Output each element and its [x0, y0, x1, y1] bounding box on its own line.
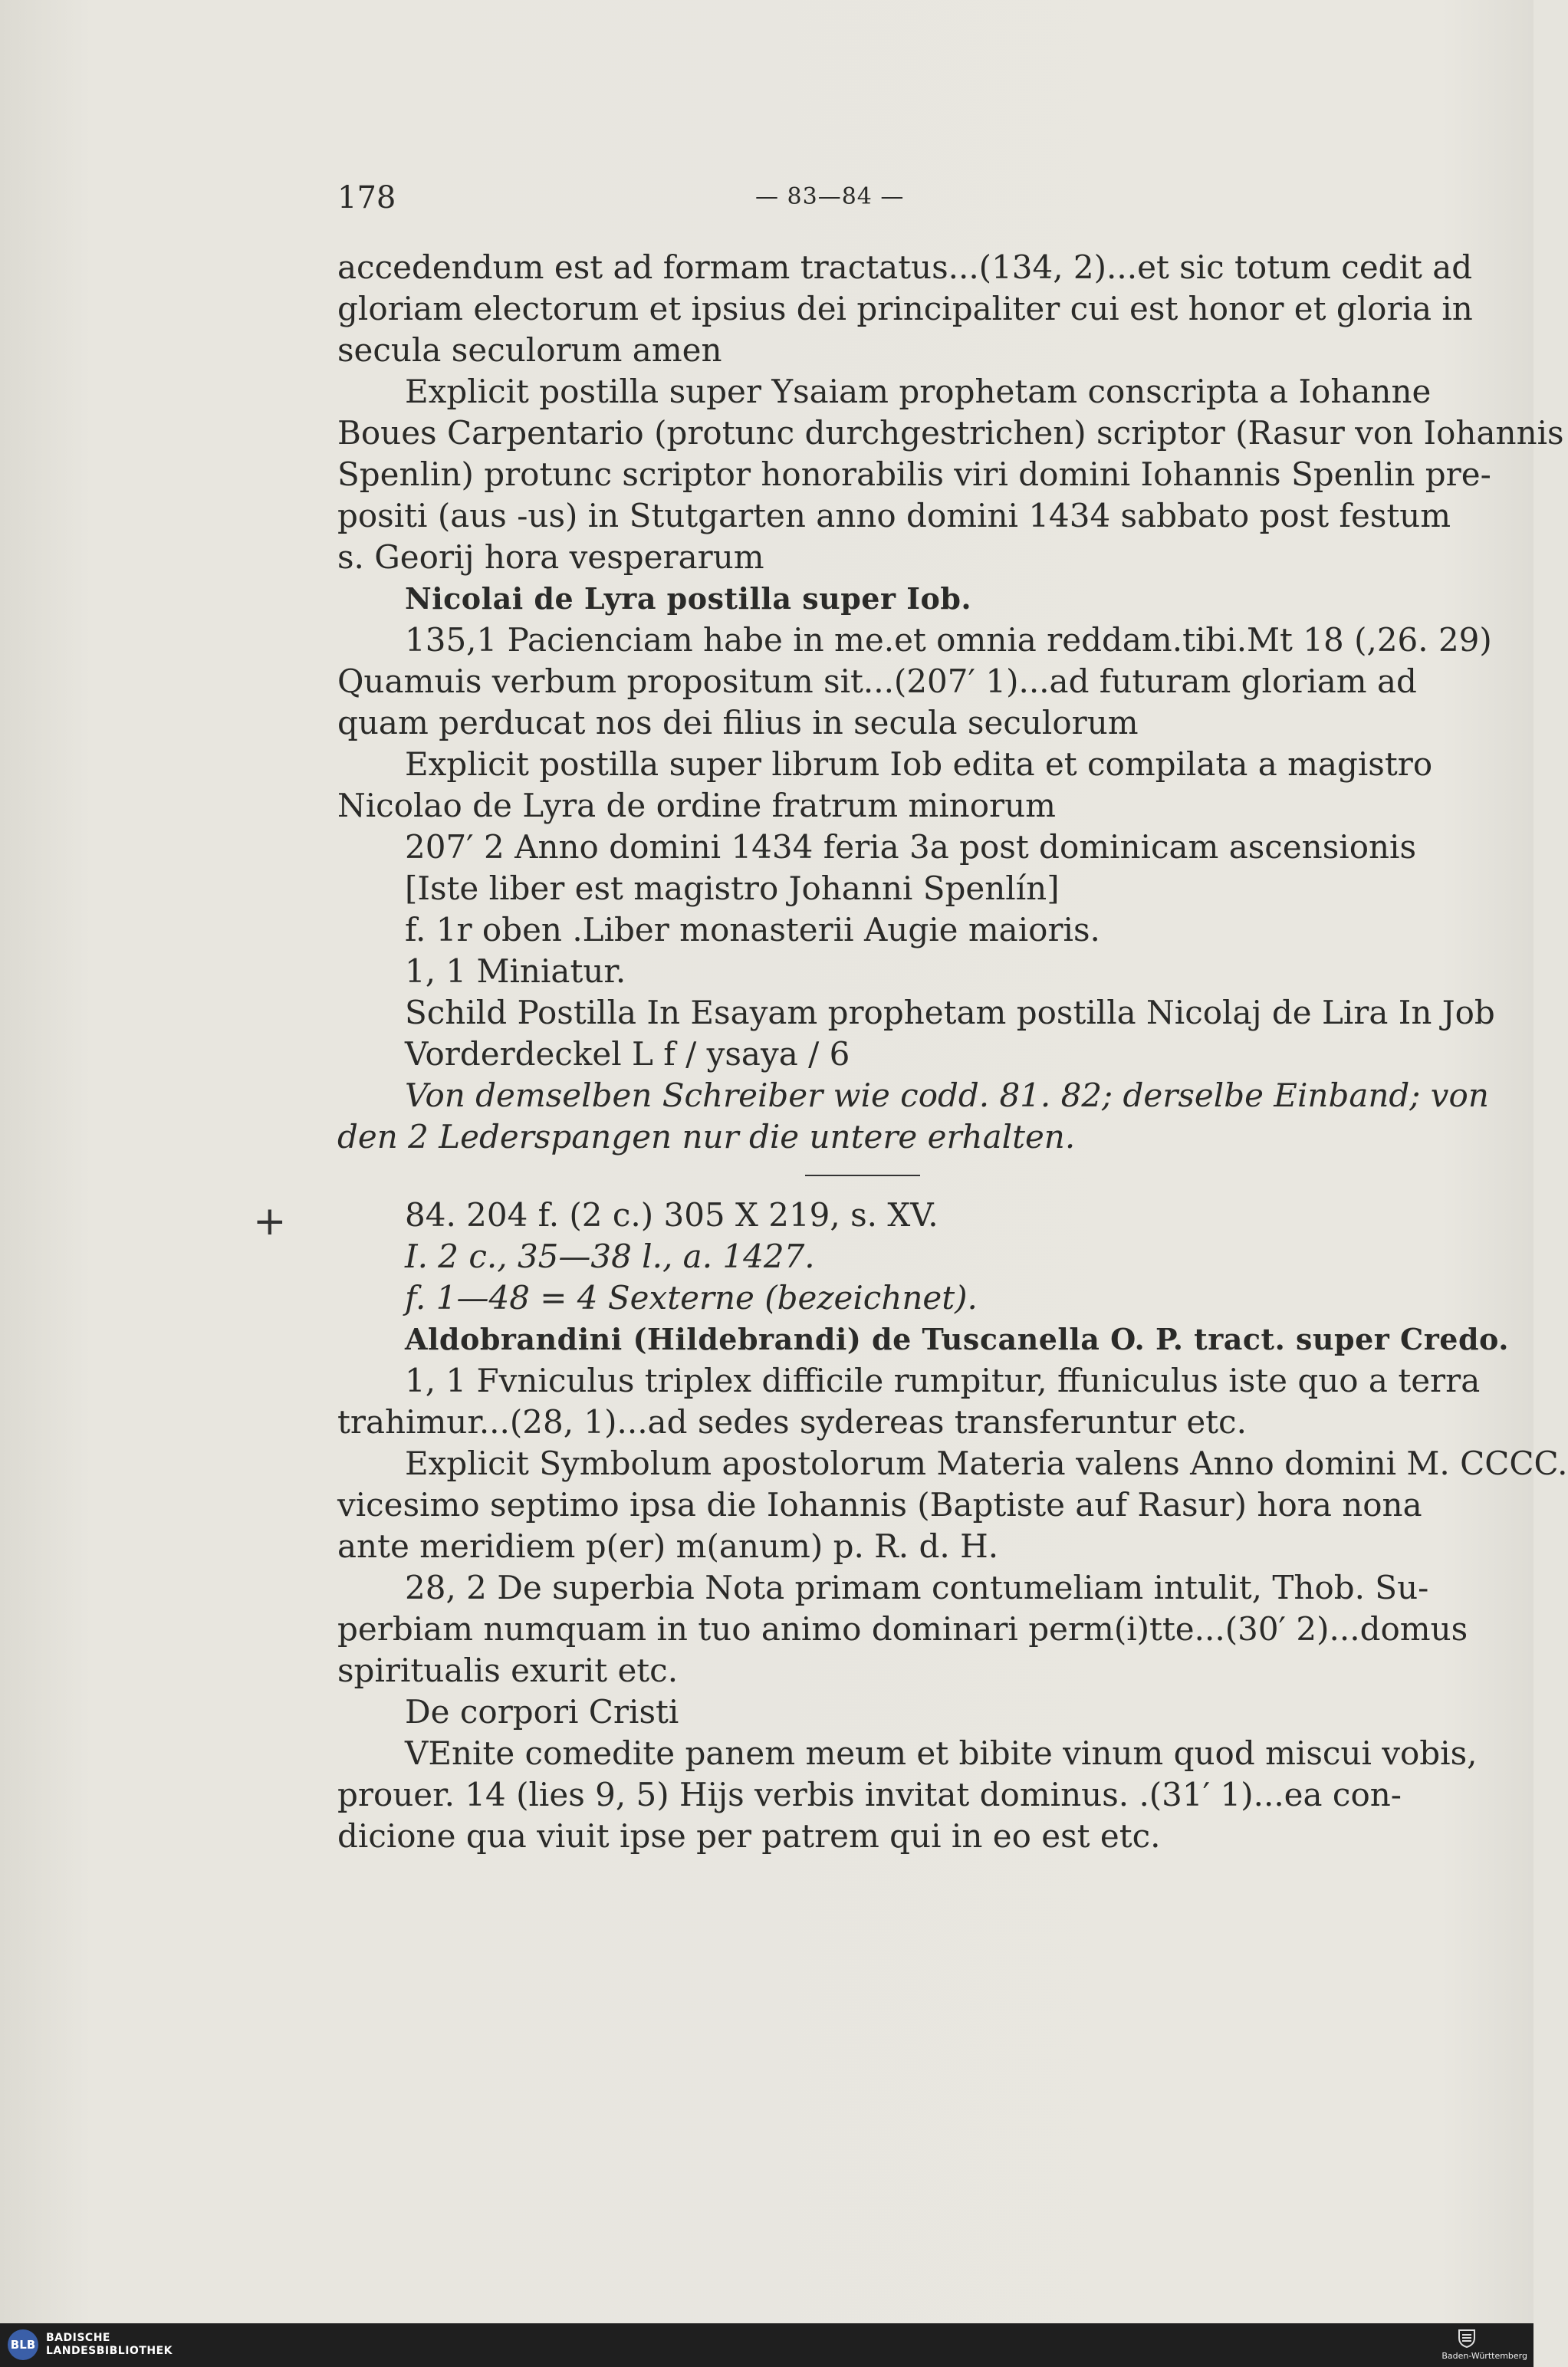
text-line: Explicit Symbolum apostolorum Materia valens Anno domini M. CCCC.: [405, 1445, 1568, 1482]
text-line: ante meridiem p(er) m(anum) p. R. d. H.: [337, 1527, 999, 1565]
state-emblem-icon: [1457, 2328, 1477, 2348]
text-line: Spenlin) protunc scriptor honorabilis viri domini Iohannis Spenlin pre-: [337, 455, 1491, 493]
section-heading: Aldobrandini (Hildebrandi) de Tuscanella O. P. tract. super Credo.: [405, 1322, 1509, 1356]
text-line: Quamuis verbum propositum sit...(207′ 1)...ad futuram gloriam ad: [337, 662, 1417, 700]
page-number: 178: [337, 180, 396, 215]
body-text: [337, 247, 1568, 1857]
text-line: spiritualis exurit etc.: [337, 1652, 679, 1689]
text-line: Explicit postilla super librum Iob edita et compilata a magistro: [405, 745, 1433, 783]
section-divider: [337, 1158, 1369, 1195]
text-line: Von demselben Schreiber wie codd. 81. 82; derselbe Einband; von: [405, 1077, 1489, 1114]
text-line: f. 1—48 = 4 Sexterne (bezeichnet).: [405, 1279, 978, 1317]
text-line: De corpori Cristi: [405, 1693, 679, 1731]
logo-line-2: LANDESBIBLIOTHEK: [46, 2345, 173, 2357]
text-line: 28, 2 De superbia Nota primam contumeliam intulit, Thob. Su-: [405, 1569, 1429, 1606]
text-line: trahimur...(28, 1)...ad sedes sydereas transferuntur etc.: [337, 1403, 1247, 1441]
library-logo-text[interactable]: [46, 2332, 173, 2358]
text-line: Explicit postilla super Ysaiam prophetam conscripta a Iohanne: [405, 373, 1432, 410]
text-line: 135,1 Pacienciam habe in me.et omnia reddam.tibi.Mt 18 (,26. 29): [405, 621, 1492, 659]
text-line: I. 2 c., 35—38 l., a. 1427.: [405, 1238, 815, 1275]
text-line: 1, 1 Miniatur.: [405, 952, 626, 990]
text-line: 207′ 2 Anno domini 1434 feria 3a post dominicam ascensionis: [405, 828, 1417, 866]
text-line: Nicolao de Lyra de ordine fratrum minorum: [337, 787, 1056, 824]
text-line: Boues Carpentario (protunc durchgestrichen) scriptor (Rasur von Iohannis: [337, 414, 1564, 452]
text-line: positi (aus -us) in Stutgarten anno domini 1434 sabbato post festum: [337, 497, 1451, 534]
text-line: accedendum est ad formam tractatus...(134, 2)...et sic totum cedit ad: [337, 248, 1473, 286]
text-line: perbiam numquam in tuo animo dominari perm(i)tte...(30′ 2)...domus: [337, 1610, 1468, 1648]
text-line: f. 1r oben .Liber monasterii Augie maioris.: [405, 911, 1100, 948]
viewer-footer-bar: [0, 2323, 1533, 2367]
logo-line-1: BADISCHE: [46, 2332, 110, 2344]
margin-plus-mark: +: [253, 1198, 287, 1244]
text-line: quam perducat nos dei filius in secula seculorum: [337, 704, 1139, 741]
text-line: 1, 1 Fvniculus triplex difficile rumpitur, ffuniculus iste quo a terra: [405, 1362, 1481, 1399]
text-line: Schild Postilla In Esayam prophetam postilla Nicolaj de Lira In Job: [405, 994, 1495, 1031]
text-line: secula seculorum amen: [337, 331, 722, 369]
state-label: Baden-Württemberg: [1441, 2351, 1527, 2361]
text-line: gloriam electorum et ipsius dei principaliter cui est honor et gloria in: [337, 290, 1473, 327]
text-line: Vorderdeckel L f / ysaya / 6: [405, 1035, 850, 1073]
entry-range: — 83—84 —: [755, 183, 905, 210]
text-line: [Iste liber est magistro Johanni Spenlín]: [405, 870, 1060, 907]
text-line: dicione qua viuit ipse per patrem qui in eo est etc.: [337, 1817, 1161, 1855]
text-line: den 2 Lederspangen nur die untere erhalten.: [337, 1118, 1076, 1156]
text-line: s. Georij hora vesperarum: [337, 538, 764, 576]
text-line: VEnite comedite panem meum et bibite vinum quod miscui vobis,: [405, 1734, 1478, 1772]
text-line: vicesimo septimo ipsa die Iohannis (Baptiste auf Rasur) hora nona: [337, 1486, 1422, 1524]
page-header: [337, 180, 1369, 226]
entry-heading: 84. 204 f. (2 c.) 305 X 219, s. XV.: [405, 1196, 938, 1234]
text-line: prouer. 14 (lies 9, 5) Hijs verbis invitat dominus. .(31′ 1)...ea con-: [337, 1776, 1402, 1813]
section-heading: Nicolai de Lyra postilla super Iob.: [405, 581, 972, 616]
blb-logo-icon[interactable]: BLB: [8, 2329, 38, 2360]
